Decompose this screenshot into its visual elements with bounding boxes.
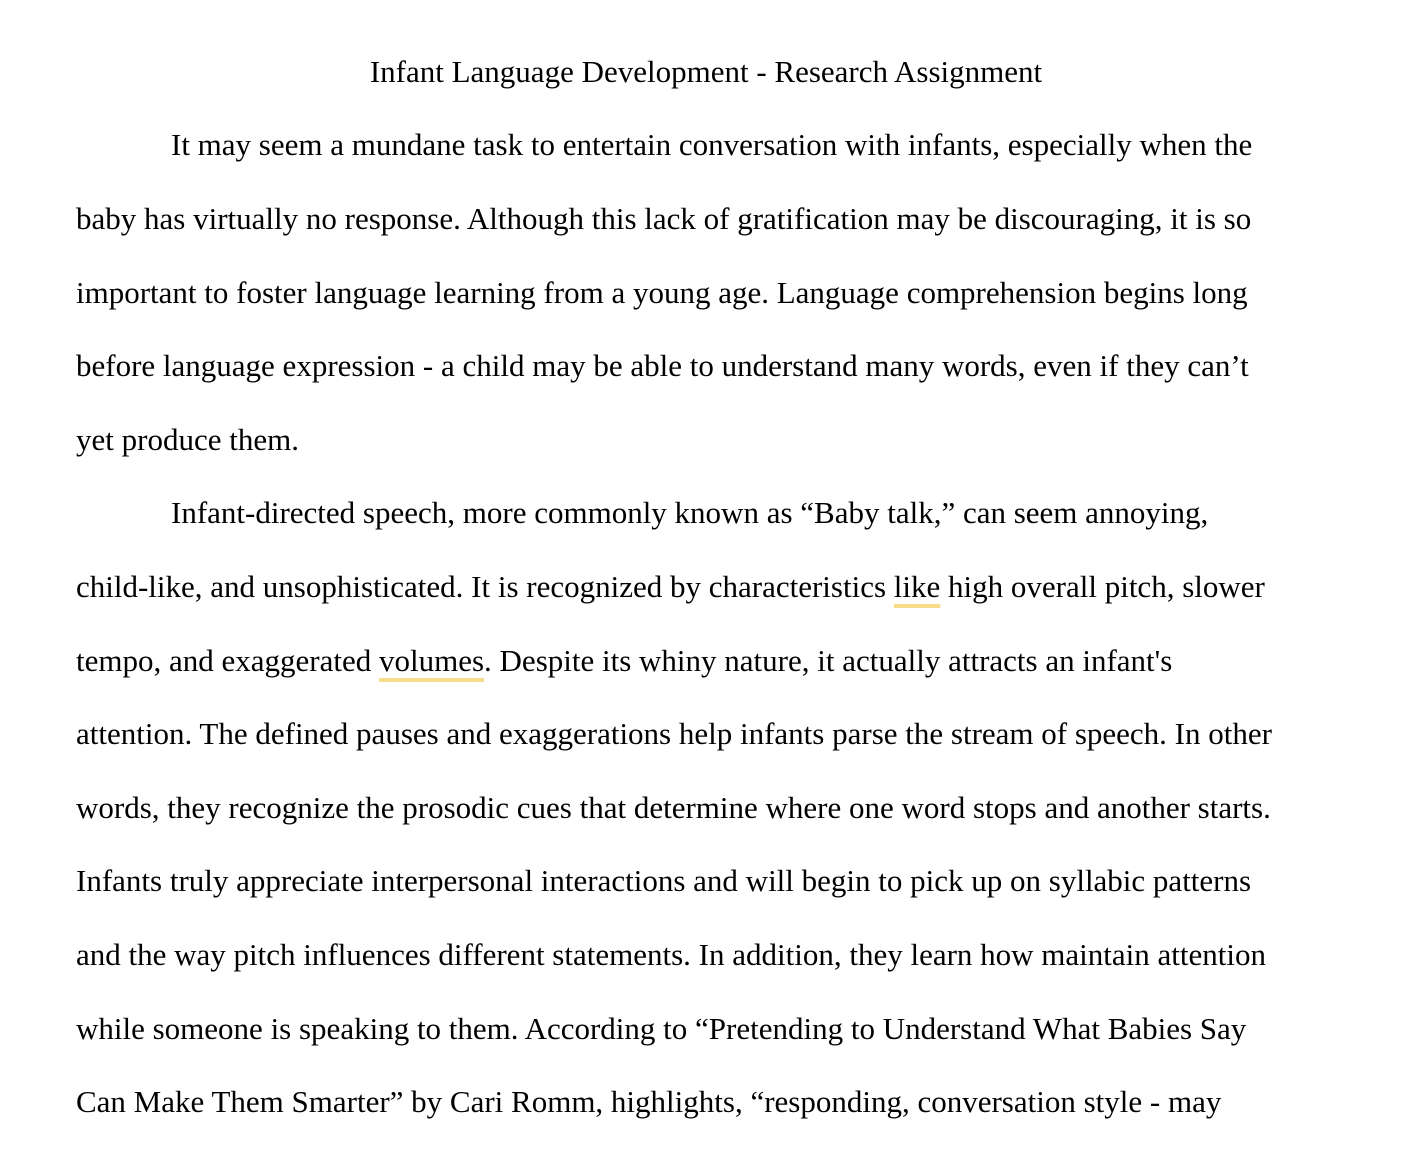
- line-text-after: high overall pitch, slower: [940, 569, 1265, 604]
- line-text-before: child-like, and unsophisticated. It is recognized by characteristics: [76, 569, 894, 604]
- paragraph-1-line-5: yet produce them.: [76, 422, 299, 457]
- paragraph-2-line-6: Infants truly appreciate interpersonal interactions and will begin to pick up on syllabic patterns: [76, 863, 1252, 898]
- paragraph-2-line-8: while someone is speaking to them. According to “Pretending to Understand What Babies Say: [76, 1011, 1247, 1046]
- paragraph-2-line-5: words, they recognize the prosodic cues that determine where one word stops and another starts.: [76, 790, 1271, 825]
- document-title: Infant Language Development - Research Assignment: [369, 54, 1043, 89]
- line-text-after: . Despite its whiny nature, it actually attracts an infant's: [484, 643, 1173, 678]
- paragraph-2-line-4: attention. The defined pauses and exaggerations help infants parse the stream of speech. In other: [76, 716, 1272, 751]
- paragraph-2-line-7: and the way pitch influences different statements. In addition, they learn how maintain attention: [76, 937, 1266, 972]
- paragraph-2-line-2: [76, 567, 1265, 607]
- grammar-flagged-word[interactable]: like: [893, 569, 941, 604]
- paragraph-1-line-4: before language expression - a child may be able to understand many words, even if they can’t: [76, 348, 1249, 383]
- paragraph-1-line-2: baby has virtually no response. Although this lack of gratification may be discouraging, it is so: [76, 201, 1252, 236]
- line-text-before: tempo, and exaggerated: [76, 643, 379, 678]
- paragraph-1-line-1: It may seem a mundane task to entertain conversation with infants, especially when the: [171, 127, 1253, 162]
- paragraph-2-line-9: Can Make Them Smarter” by Cari Romm, highlights, “responding, conversation style - may: [76, 1084, 1222, 1119]
- paragraph-1-line-3: important to foster language learning from a young age. Language comprehension begins long: [76, 275, 1248, 310]
- grammar-flagged-word[interactable]: volumes: [378, 643, 485, 678]
- paragraph-2-line-3: [76, 641, 1172, 681]
- paragraph-2-line-1: Infant-directed speech, more commonly known as “Baby talk,” can seem annoying,: [171, 495, 1209, 530]
